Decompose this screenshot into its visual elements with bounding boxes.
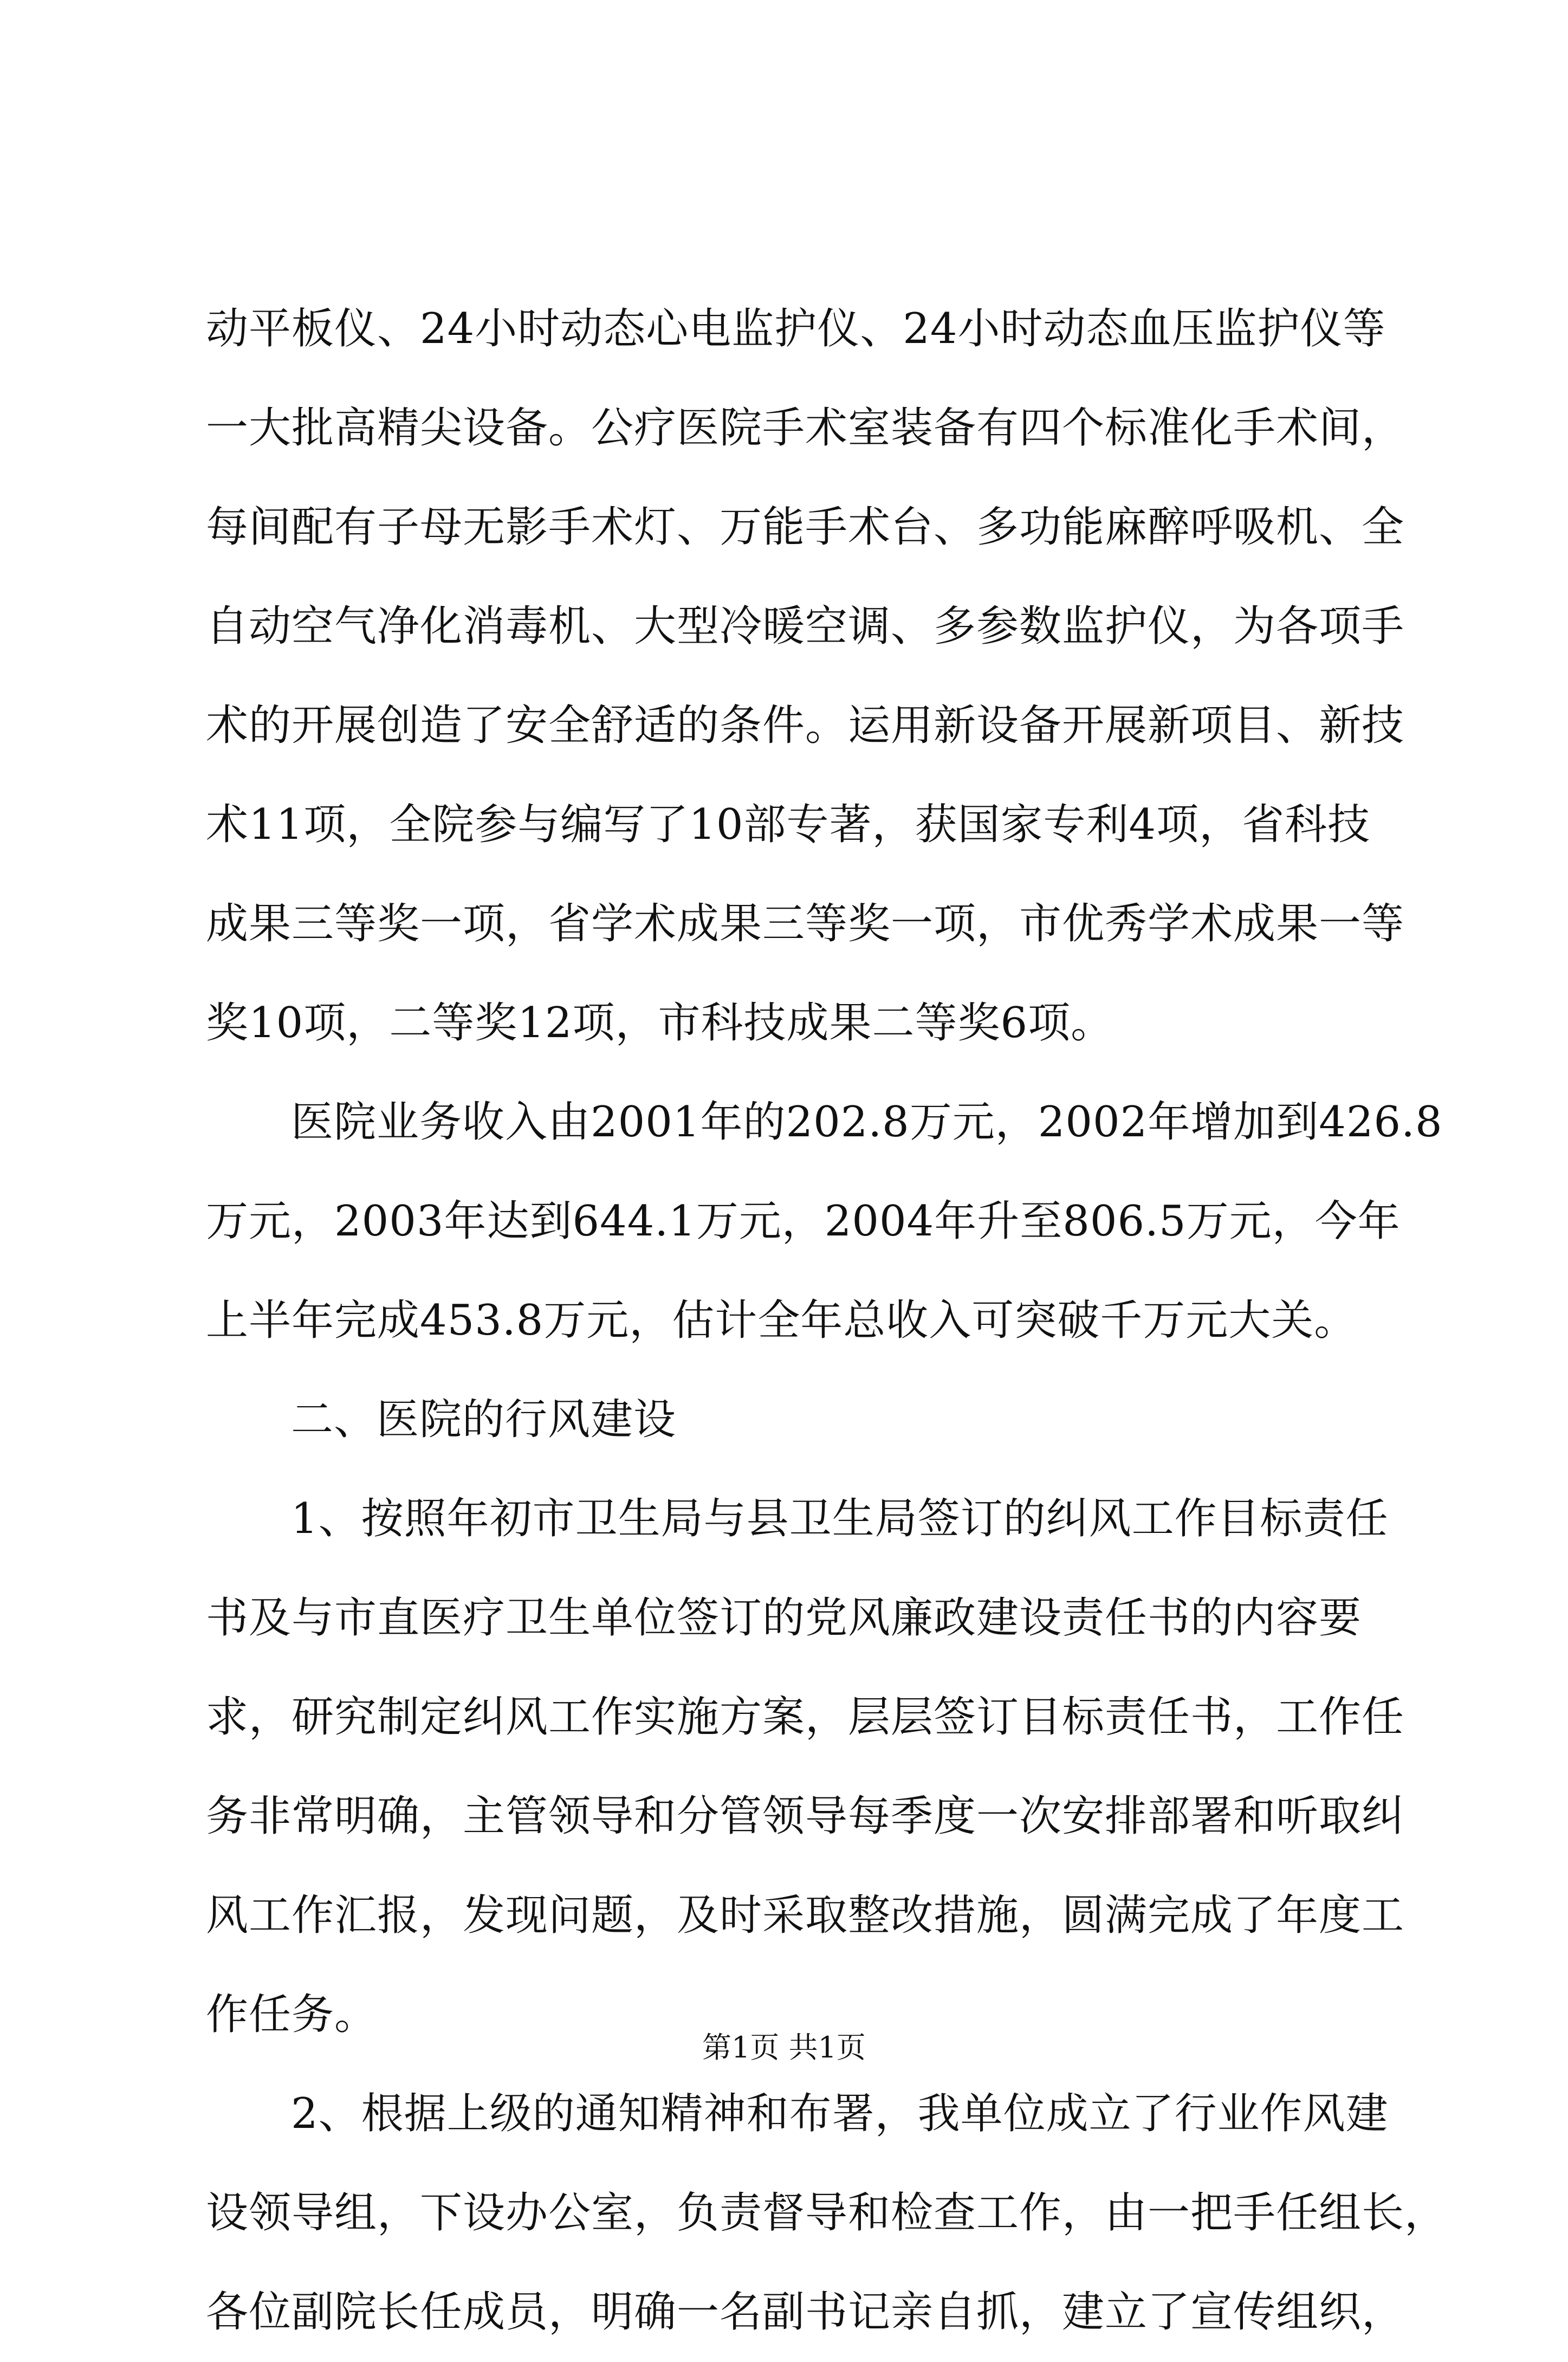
text-line: 一大批高精尖设备。公疗医院手术室装备有四个标准化手术间， xyxy=(206,404,1405,452)
page-number-footer: 第1页 共1页 xyxy=(702,2030,866,2065)
text-line: 每间配有子母无影手术灯、万能手术台、多功能麻醉呼吸机、全 xyxy=(206,503,1405,552)
text-line: 风工作汇报，发现问题，及时采取整改措施，圆满完成了年度工 xyxy=(206,1891,1405,1940)
text-line: 上半年完成453.8万元，估计全年总收入可突破千万元大关。 xyxy=(206,1296,1357,1345)
text-line: 奖10项，二等奖12项，市科技成果二等奖6项。 xyxy=(206,999,1114,1047)
text-line: 务非常明确，主管领导和分管领导每季度一次安排部署和听取纠 xyxy=(206,1792,1405,1841)
text-line: 成果三等奖一项，省学术成果三等奖一项，市优秀学术成果一等 xyxy=(206,899,1405,948)
text-line: 各位副院长任成员，明确一名副书记亲自抓，建立了宣传组织， xyxy=(206,2288,1405,2337)
text-line: 自动空气净化消毒机、大型冷暖空调、多参数监护仪，为各项手 xyxy=(206,602,1405,651)
text-line: 书及与市直医疗卫生单位签订的党风廉政建设责任书的内容要 xyxy=(206,1594,1362,1642)
paragraph-start-line: 医院业务收入由2001年的202.8万元，2002年增加到426.8 xyxy=(291,1098,1443,1147)
paragraph-start-line: 1、按照年初市卫生局与县卫生局签订的纠风工作目标责任 xyxy=(291,1494,1389,1543)
text-line: 设领导组，下设办公室，负责督导和检查工作，由一把手任组长， xyxy=(206,2189,1448,2237)
text-line: 术的开展创造了安全舒适的条件。运用新设备开展新项目、新技 xyxy=(206,701,1405,750)
text-line: 求，研究制定纠风工作实施方案，层层签订目标责任书，工作任 xyxy=(206,1693,1405,1742)
text-line: 动平板仪、24小时动态心电监护仪、24小时动态血压监护仪等 xyxy=(206,305,1386,353)
paragraph-start-line: 2、根据上级的通知精神和布署，我单位成立了行业作风建 xyxy=(291,2089,1389,2138)
section-heading: 二、医院的行风建设 xyxy=(291,1395,677,1444)
text-line: 术11项，全院参与编写了10部专著，获国家专利4项，省科技 xyxy=(206,800,1371,849)
text-line: 作任务。 xyxy=(206,1990,378,2039)
text-line: 万元，2003年达到644.1万元，2004年升至806.5万元，今年 xyxy=(206,1197,1401,1246)
